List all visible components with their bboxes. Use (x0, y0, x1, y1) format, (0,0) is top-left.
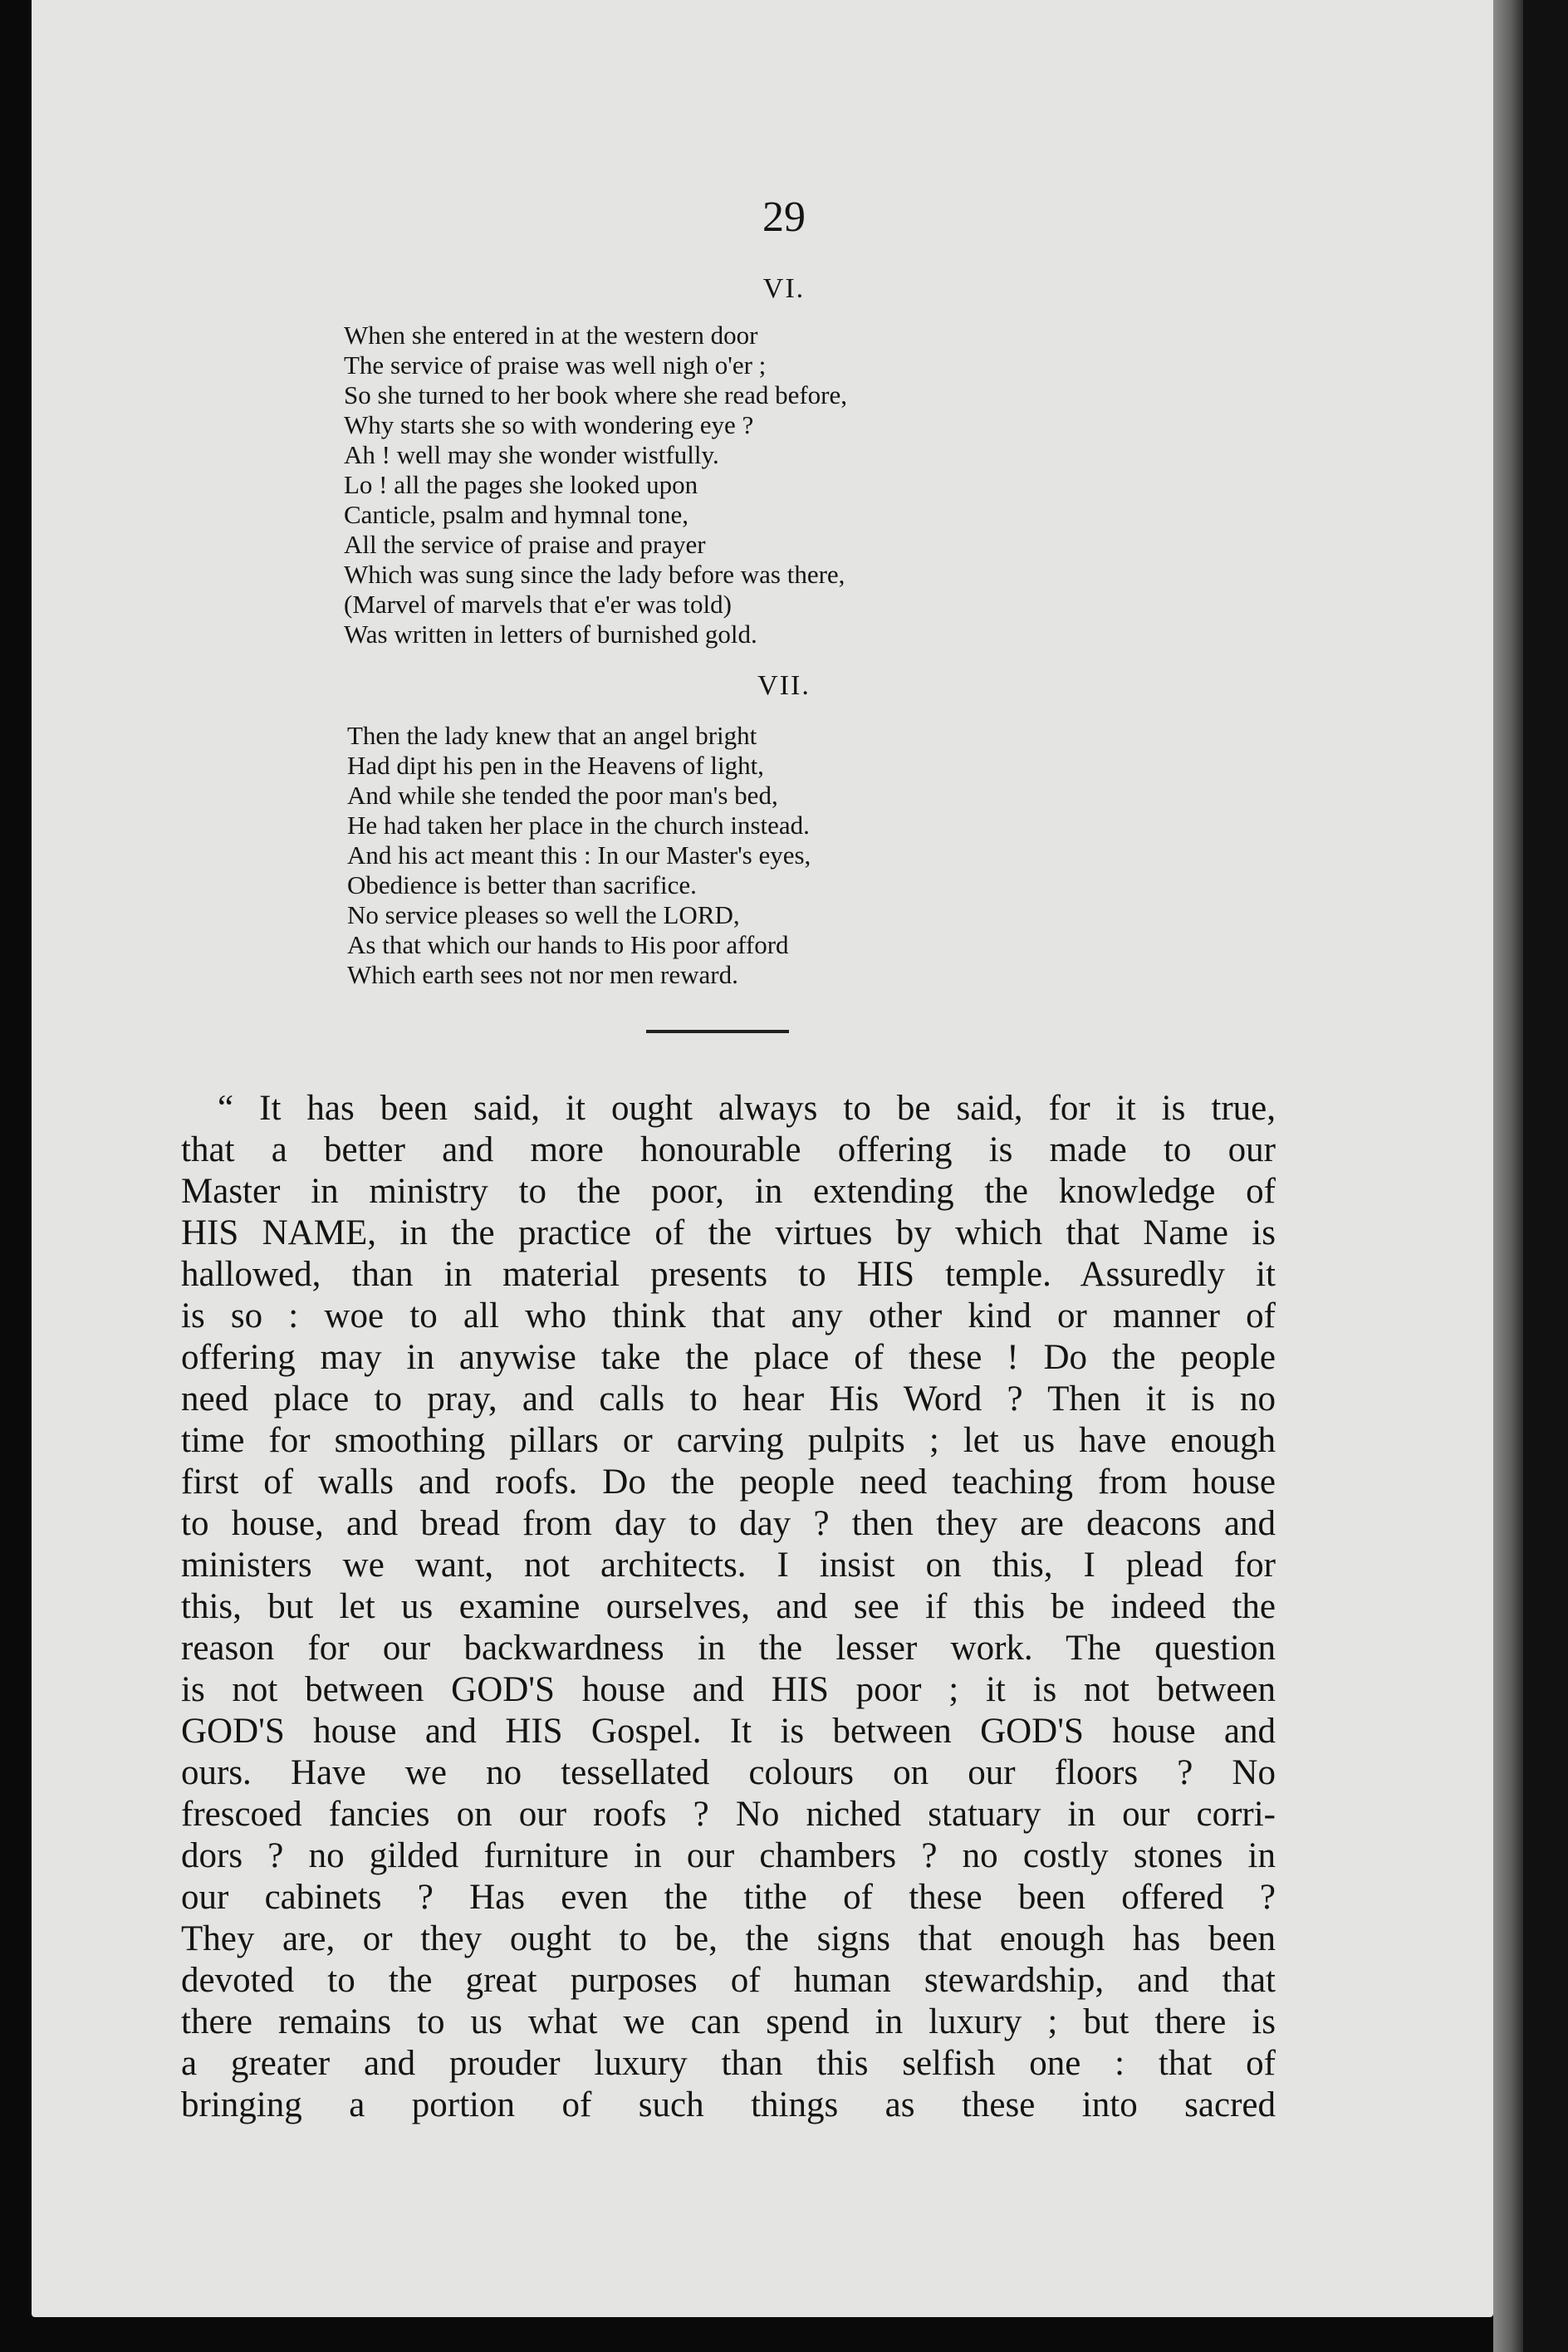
poem-line: And his act meant this : In our Master's eyes, (347, 840, 811, 870)
prose-line: is not between GOD'S house and HIS poor ; it is not between (181, 1670, 1276, 1709)
prose-line: offering may in anywise take the place of these ! Do the people (181, 1338, 1276, 1377)
poem-line: All the service of praise and prayer (344, 530, 706, 559)
prose-line: dors ? no gilded furniture in our chambers ? no costly stones in (181, 1836, 1276, 1875)
poem-line: And while she tended the poor man's bed, (347, 781, 778, 810)
prose-line: Master in ministry to the poor, in extending the knowledge of (181, 1172, 1276, 1211)
poem-line: As that which our hands to His poor afford (347, 930, 789, 959)
poem-line: (Marvel of marvels that e'er was told) (344, 590, 732, 619)
poem-line: Then the lady knew that an angel bright (347, 721, 757, 750)
poem-line: Lo ! all the pages she looked upon (344, 470, 698, 499)
prose-line: there remains to us what we can spend in luxury ; but there is (181, 2002, 1276, 2041)
poem-line: So she turned to her book where she read before, (344, 380, 848, 409)
prose-line: is so : woe to all who think that any other kind or manner of (181, 1296, 1276, 1335)
poem-line: The service of praise was well nigh o'er ; (344, 350, 767, 380)
section-divider (646, 1030, 789, 1033)
poem-line: Ah ! well may she wonder wistfully. (344, 440, 719, 469)
poem-line: When she entered in at the western door (344, 321, 758, 350)
prose-line: frescoed fancies on our roofs ? No niched statuary in our corri- (181, 1795, 1276, 1834)
poem-line: Was written in letters of burnished gold. (344, 620, 757, 649)
poem-line: Obedience is better than sacrifice. (347, 870, 697, 899)
prose-line: GOD'S house and HIS Gospel. It is between GOD'S house and (181, 1712, 1276, 1751)
prose-line: bringing a portion of such things as these into sacred (181, 2085, 1276, 2124)
prose-line: time for smoothing pillars or carving pulpits ; let us have enough (181, 1421, 1276, 1460)
prose-line: devoted to the great purposes of human stewardship, and that (181, 1961, 1276, 2000)
prose-line: They are, or they ought to be, the signs that enough has been (181, 1919, 1276, 1958)
prose-line: our cabinets ? Has even the tithe of these been offered ? (181, 1878, 1276, 1917)
prose-line: “ It has been said, it ought always to be said, for it is true, (218, 1089, 1276, 1128)
prose-line: reason for our backwardness in the lesser work. The question (181, 1629, 1276, 1668)
prose-line: ours. Have we no tessellated colours on our floors ? No (181, 1753, 1276, 1792)
prose-line: first of walls and roofs. Do the people need teaching from house (181, 1463, 1276, 1502)
prose-line: this, but let us examine ourselves, and see if this be indeed the (181, 1587, 1276, 1626)
page-edge-shadow (1493, 0, 1523, 2352)
scan-border (1523, 0, 1568, 2352)
poem-line: No service pleases so well the LORD, (347, 900, 740, 929)
prose-line: a greater and prouder luxury than this selfish one : that of (181, 2044, 1276, 2083)
prose-line: ministers we want, not architects. I insist on this, I plead for (181, 1546, 1276, 1585)
poem-line: Had dipt his pen in the Heavens of light, (347, 751, 764, 780)
prose-line: HIS NAME, in the practice of the virtues by which that Name is (181, 1213, 1276, 1252)
prose-line: to house, and bread from day to day ? then they are deacons and (181, 1504, 1276, 1543)
poem-line: Why starts she so with wondering eye ? (344, 410, 754, 439)
poem-line: Which earth sees not nor men reward. (347, 960, 738, 989)
poem-line: He had taken her place in the church instead. (347, 811, 810, 840)
prose-line: that a better and more honourable offering is made to our (181, 1130, 1276, 1169)
prose-line: need place to pray, and calls to hear His Word ? Then it is no (181, 1379, 1276, 1419)
page-number: 29 (762, 194, 806, 241)
stanza-heading: VI. (762, 273, 806, 304)
poem-line: Canticle, psalm and hymnal tone, (344, 500, 688, 529)
poem-line: Which was sung since the lady before was there, (344, 560, 845, 589)
stanza-heading: VII. (757, 670, 811, 701)
prose-line: hallowed, than in material presents to HIS temple. Assuredly it (181, 1255, 1276, 1294)
